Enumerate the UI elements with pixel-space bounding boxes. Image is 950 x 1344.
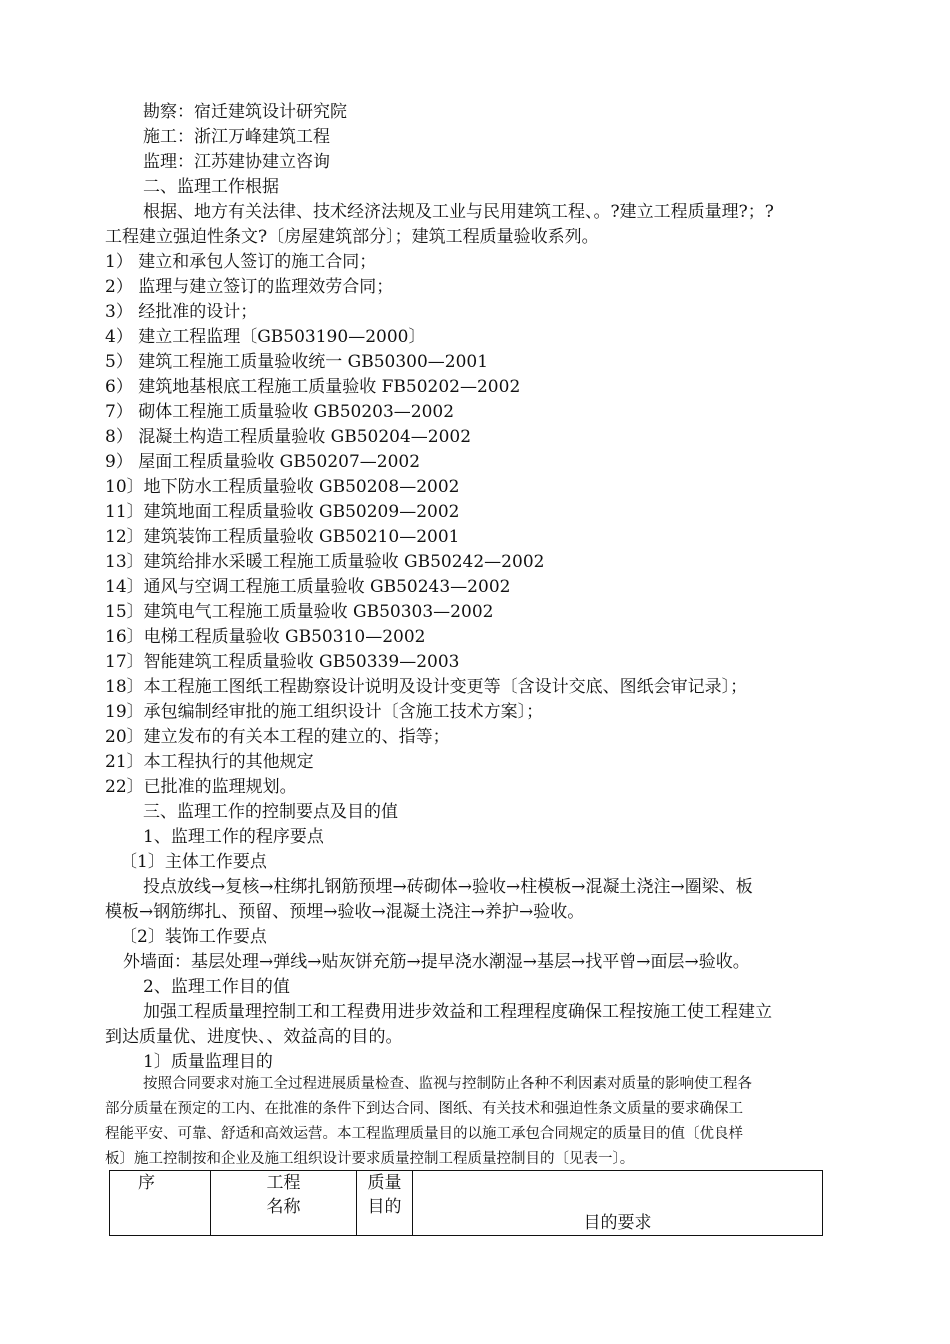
quality-target-line1: 按照合同要求对施工全过程进展质量检查、监视与控制防止各种不利因素对质量的影响使工程各 — [143, 1076, 752, 1092]
basis-item: 11〕建筑地面工程质量验收 GB50209—2002 — [105, 502, 460, 522]
basis-item: 6） 建筑地基根底工程施工质量验收 FB50202—2002 — [105, 377, 521, 397]
basis-item: 21〕本工程执行的其他规定 — [105, 752, 314, 772]
section3-sub2-1: 1〕质量监理目的 — [143, 1052, 273, 1072]
basis-item: 19〕承包编制经审批的施工组织设计〔含施工技术方案〕； — [105, 702, 544, 722]
main-work-flow-line2: 模板→钢筋绑扎、预留、预埋→验收→混凝土浇注→养护→验收。 — [105, 902, 585, 922]
target-text-line2: 到达质量优、进度快、、效益高的目的。 — [105, 1027, 403, 1047]
section2-intro-line2: 工程建立强迫性条文?〔房屋建筑部分〕；建筑工程质量验收系列。 — [105, 227, 599, 247]
basis-item: 22〕已批准的监理规划。 — [105, 777, 297, 797]
table-header-row — [110, 1171, 823, 1236]
quality-target-table — [109, 1170, 823, 1236]
basis-item: 17〕智能建筑工程质量验收 GB50339—2003 — [105, 652, 460, 672]
construction-unit: 施工：浙江万峰建筑工程 — [143, 127, 330, 147]
table-header-quality-target-line1: 质量 — [367, 1173, 402, 1193]
basis-item: 16〕电梯工程质量验收 GB50310—2002 — [105, 627, 426, 647]
table-header-quality-target — [357, 1171, 413, 1236]
basis-item: 18〕本工程施工图纸工程勘察设计说明及设计变更等〔含设计交底、图纸会审记录〕； — [105, 677, 748, 697]
basis-item: 9） 屋面工程质量验收 GB50207—2002 — [105, 452, 421, 472]
table-header-project-name-line1: 工程 — [266, 1173, 301, 1193]
basis-item: 4） 建立工程监理〔GB503190—2000〕 — [105, 327, 426, 347]
section3-sub2: 2、监理工作目的值 — [143, 977, 290, 997]
basis-item: 15〕建筑电气工程施工质量验收 GB50303—2002 — [105, 602, 494, 622]
main-work-flow-line1: 投点放线→复核→柱绑扎钢筋预埋→砖砌体→验收→柱模板→混凝土浇注→圈梁、板 — [143, 877, 753, 897]
quality-target-line4: 板〕施工控制按和企业及施工组织设计要求质量控制工程质量控制目的〔见表一〕。 — [105, 1151, 635, 1167]
table-header-project-name-line2: 名称 — [266, 1197, 301, 1217]
basis-item: 20〕建立发布的有关本工程的建立的、指等； — [105, 727, 450, 747]
basis-item: 1） 建立和承包人签订的施工合同； — [105, 252, 377, 272]
basis-item: 2） 监理与建立签订的监理效劳合同； — [105, 277, 394, 297]
basis-item: 3） 经批准的设计； — [105, 302, 258, 322]
basis-item: 10〕地下防水工程质量验收 GB50208—2002 — [105, 477, 460, 497]
basis-item: 14〕通风与空调工程施工质量验收 GB50243—2002 — [105, 577, 511, 597]
survey-unit: 勘察：宿迁建筑设计研究院 — [143, 102, 347, 122]
quality-target-line3: 程能平安、可靠、舒适和高效运营。本工程监理质量目的以施工承包合同规定的质量目的值〔优良样 — [105, 1126, 743, 1142]
basis-item: 7） 砌体工程施工质量验收 GB50203—2002 — [105, 402, 455, 422]
supervision-unit: 监理：江苏建协建立咨询 — [143, 152, 330, 172]
section2-intro-line1: 根据、地方有关法律、技术经济法规及工业与民用建筑工程、。?建立工程质量理?；? — [143, 202, 774, 222]
section3-sub1: 1、监理工作的程序要点 — [143, 827, 324, 847]
basis-item: 13〕建筑给排水采暖工程施工质量验收 GB50242—2002 — [105, 552, 545, 572]
table-header-project-name — [211, 1171, 357, 1236]
basis-item: 12〕建筑装饰工程质量验收 GB50210—2001 — [105, 527, 460, 547]
basis-item: 8） 混凝土构造工程质量验收 GB50204—2002 — [105, 427, 472, 447]
table-header-quality-target-line2: 目的 — [367, 1197, 402, 1217]
target-text-line1: 加强工程质量理控制工和工程费用进步效益和工程理程度确保工程按施工使工程建立 — [143, 1002, 772, 1022]
table-header-seq: 序 — [110, 1171, 211, 1236]
section3-sub1-1: 〔1〕主体工作要点 — [120, 852, 267, 872]
basis-item: 5） 建筑工程施工质量验收统一 GB50300—2001 — [105, 352, 489, 372]
section3-heading: 三、监理工作的控制要点及目的值 — [143, 802, 398, 822]
section2-heading: 二、监理工作根据 — [143, 177, 279, 197]
quality-target-line2: 部分质量在预定的工内、在批准的条件下到达合同、图纸、有关技术和强迫性条文质量的要求确保工 — [105, 1101, 743, 1117]
decoration-flow: 外墙面：基层处理→弹线→贴灰饼充筋→提早浇水潮湿→基层→找平曾→面层→验收。 — [123, 952, 750, 972]
table-header-requirement: 目的要求 — [413, 1171, 823, 1236]
section3-sub1-2: 〔2〕装饰工作要点 — [120, 927, 267, 947]
